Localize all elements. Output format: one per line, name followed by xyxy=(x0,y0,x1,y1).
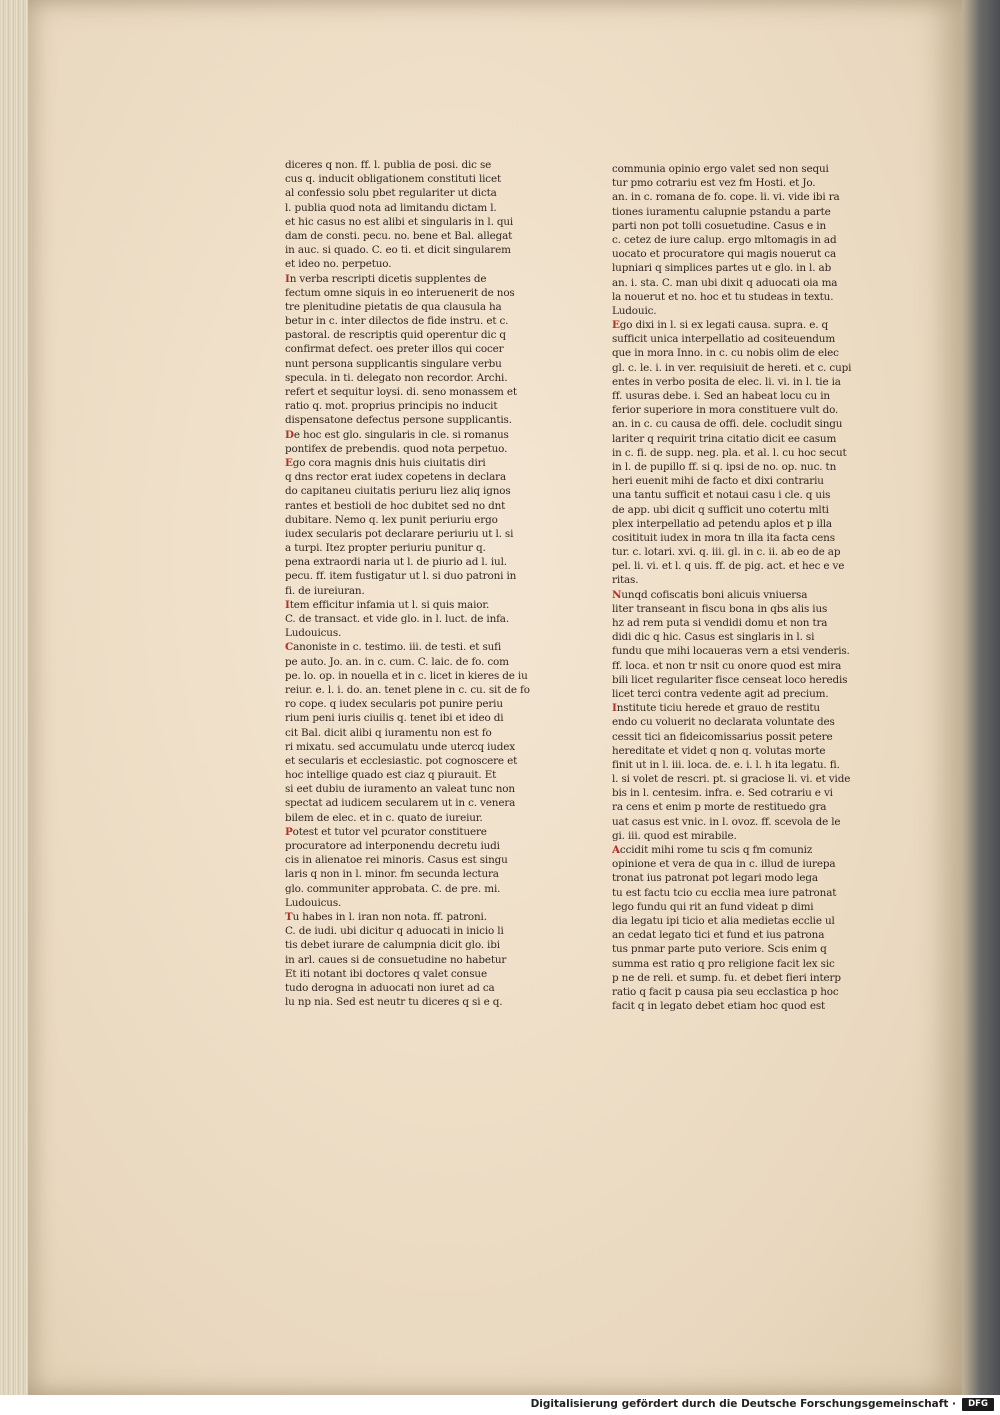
right-book-edge xyxy=(958,0,1000,1395)
text-line: tiones iuramentu calupnie pstandu a parte xyxy=(612,205,831,218)
text-line: an. i. sta. C. man ubi dixit q aduocati oia ma xyxy=(612,276,838,289)
text-line: Potest et tutor vel pcurator constituere xyxy=(285,825,487,838)
text-line: refert et sequitur loysi. di. seno monassem et xyxy=(285,386,517,398)
text-line: an. in c. romana de fo. cope. li. vi. vide ibi ra xyxy=(612,191,840,204)
text-line: facit q in legato debet etiam hoc quod est xyxy=(612,1000,826,1013)
text-line: et ideo no. perpetuo. xyxy=(285,258,392,271)
text-line: Nunqd cofiscatis boni alicuis vniuersa xyxy=(612,588,808,601)
text-line: Et iti notant ibi doctores q valet consue xyxy=(285,967,487,980)
text-line: dia legatu ipi ticio et alia medietas ecclie ul xyxy=(612,914,835,927)
text-line: diceres q non. ff. l. publia de posi. dic se xyxy=(285,159,492,171)
text-line: plex interpellatio ad petendu aplos et p illa xyxy=(612,517,832,530)
text-line: una tantu sufficit et notaui casu i cle. q uis xyxy=(612,489,831,502)
text-line: do capitaneu ciuitatis periuru liez aliq ignos xyxy=(285,485,511,498)
text-line: procuratore ad interponendu decretu iudi xyxy=(285,840,500,852)
text-line: reiur. e. l. i. do. an. tenet plene in c. cu. sit de fo xyxy=(285,683,530,696)
text-line: tre plenitudine pietatis de qua clausula ha xyxy=(285,300,502,313)
text-line: Ludouicus. xyxy=(285,896,342,909)
text-line: hoc intellige quado est ciaz q piurauit. Et xyxy=(285,769,497,782)
text-line: Ludouicus. xyxy=(285,627,342,640)
text-line: laris q non in l. minor. fm secunda lectura xyxy=(285,868,499,881)
text-line: cessit tici an fideicomissarius possit petere xyxy=(612,730,833,743)
text-line: bis in l. centesim. infra. e. Sed cotrariu e vi xyxy=(612,787,833,800)
text-line: c. cetez de iure calup. ergo mltomagis in ad xyxy=(612,233,837,246)
text-line: cositituit iudex in mora tn illa ita facta cens xyxy=(612,531,835,544)
text-line: cus q. inducit obligationem constituti licet xyxy=(285,173,501,186)
text-line: cit Bal. dicit alibi q iuramentu non est fo xyxy=(285,726,492,739)
text-line: gl. c. le. i. in ver. requisiuit de hereti. et c. cupi xyxy=(612,361,852,374)
text-line: sufficit unica interpellatio ad cositeuendum xyxy=(612,333,836,346)
text-line: ff. usuras debe. i. Sed an habeat locu cu in xyxy=(612,390,830,402)
text-line: pecu. ff. item fustigatur ut l. si duo patroni in xyxy=(285,570,517,583)
left-text-column xyxy=(285,158,547,1009)
text-line: que in mora Inno. in c. cu nobis olim de elec xyxy=(612,347,839,360)
text-line: uocato et procuratore qui magis nouerut ca xyxy=(612,248,836,261)
text-line: In verba rescripti dicetis supplentes de xyxy=(285,272,487,285)
text-line: Item efficitur infamia ut l. si quis maior. xyxy=(285,598,490,611)
text-line: tur. c. lotari. xvi. q. iii. gl. in c. ii. ab eo de ap xyxy=(612,546,841,559)
text-line: fectum omne siquis in eo interuenerit de nos xyxy=(285,286,515,299)
text-line: lu np nia. Sed est neutr tu diceres q si e q. xyxy=(285,996,503,1009)
text-line: C. de transact. et vide glo. in l. luct. de infa. xyxy=(285,613,509,625)
text-line: ratio q facit p causa pia seu ecclastica p hoc xyxy=(612,985,839,998)
text-line: pena extraordi naria ut l. de piurio ad l. iul. xyxy=(285,556,507,569)
text-line: Canoniste in c. testimo. iii. de testi. et sufi xyxy=(285,641,502,654)
text-line: ff. loca. et non tr nsit cu onore quod est mira xyxy=(612,659,842,672)
text-line: Accidit mihi rome tu scis q fm comuniz xyxy=(612,844,813,856)
text-line: specula. in ti. delegato non recordor. Archi. xyxy=(285,371,508,384)
text-line: glo. communiter approbata. C. de pre. mi. xyxy=(285,882,501,895)
text-line: Ego dixi in l. si ex legati causa. supra. e. q xyxy=(612,319,829,332)
text-line: tronat ius patronat pot legari modo lega xyxy=(612,872,818,885)
text-line: pontifex de prebendis. quod nota perpetuo. xyxy=(285,442,508,455)
text-line: ratio q. mot. proprius principis no inducit xyxy=(285,400,498,413)
text-line: rantes et bestioli de hoc dubitet sed no dnt xyxy=(285,499,506,512)
text-line: bili licet regulariter fisce censeat loco heredis xyxy=(612,673,848,686)
text-line: C. de iudi. ubi dicitur q aduocati in inicio li xyxy=(285,925,504,938)
text-line: parti non pot tolli cosuetudine. Casus e in xyxy=(612,219,827,232)
text-line: ritas. xyxy=(612,574,639,587)
text-line: an cedat legato tici et fund et ius patrona xyxy=(612,929,825,942)
text-line: ri mixatu. sed accumulatu unde utercq iudex xyxy=(285,740,515,753)
text-line: cis in alienatoe rei minoris. Casus est singu xyxy=(285,854,508,867)
text-line: tur pmo cotrariu est vez fm Hosti. et Jo. xyxy=(612,177,816,190)
text-line: Ego cora magnis dnis huis ciuitatis diri xyxy=(285,456,486,469)
text-line: fi. de iureiuran. xyxy=(285,584,365,597)
text-line: tudo derogna in aduocati non iuret ad ca xyxy=(285,981,495,994)
text-line: Institute ticiu herede et grauo de restitu xyxy=(612,702,820,715)
text-line: hz ad rem puta si vendidi domu et non tra xyxy=(612,617,828,629)
text-line: dubitare. Nemo q. lex punit periuriu ergo xyxy=(285,513,498,526)
text-line: didi dic q hic. Casus est singlaris in l. si xyxy=(612,631,815,644)
text-line: p ne de reli. et sump. fu. et debet fieri interp xyxy=(612,971,841,984)
text-line: in auc. si quado. C. eo ti. et dicit singularem xyxy=(285,244,511,257)
text-line: finit ut in l. iii. loca. de. e. i. l. h ita legatu. fi. xyxy=(612,758,840,771)
text-line: ro cope. q iudex secularis pot punire periu xyxy=(285,698,503,711)
text-line: an. in c. cu causa de offi. dele. cocludit singu xyxy=(612,418,843,431)
text-line: spectat ad iudicem secularem ut in c. venera xyxy=(285,797,516,810)
text-line: confirmat defect. oes preter illos qui cocer xyxy=(285,343,504,356)
text-line: fundu que mihi locaueras vern a etsi venderis. xyxy=(612,645,850,658)
text-line: De hoc est glo. singularis in cle. si romanus xyxy=(285,428,509,441)
text-line: q dns rector erat iudex copetens in declara xyxy=(285,471,507,484)
text-line: in l. de pupillo ff. si q. ipsi de no. op. nuc. tn xyxy=(612,460,837,473)
text-line: a turpi. Itez propter periuriu punitur q. xyxy=(285,542,486,555)
text-line: endo cu voluerit no declarata voluntate des xyxy=(612,716,835,729)
text-line: la nouerut et no. hoc et tu studeas in textu. xyxy=(612,290,834,303)
funding-credit: Digitalisierung gefördert durch die Deutsche Forschungsgemeinschaft · xyxy=(530,1398,956,1410)
text-line: tus pnmar parte puto veriore. Scis enim q xyxy=(612,943,827,956)
text-line: Ludouic. xyxy=(612,304,657,317)
text-line: licet terci contra vedente agit ad precium. xyxy=(612,687,829,700)
dfg-logo-icon: DFG xyxy=(962,1398,994,1411)
text-line: et hic casus no est alibi et singularis in l. qui xyxy=(285,215,514,228)
right-text-column xyxy=(612,162,880,1013)
text-line: pel. li. vi. et l. q uis. ff. de pig. act. et hec e ve xyxy=(612,560,845,573)
text-line: si eet dubiu de iuramento an valeat tunc non xyxy=(285,783,515,796)
text-line: Tu habes in l. iran non nota. ff. patroni. xyxy=(285,910,487,923)
text-line: ferior superiore in mora constituere vult do. xyxy=(612,404,839,417)
text-line: liter transeant in fiscu bona in qbs alis ius xyxy=(612,602,828,615)
text-line: al confessio solu pbet regulariter ut dicta xyxy=(285,187,497,200)
text-line: pastoral. de rescriptis quid operentur dic q xyxy=(285,329,506,342)
text-line: gi. iii. quod est mirabile. xyxy=(612,829,737,842)
text-line: ra cens et enim p morte de restituedo gra xyxy=(612,801,827,814)
text-line: pe auto. Jo. an. in c. cum. C. laic. de fo. com xyxy=(285,655,509,668)
text-line: communia opinio ergo valet sed non sequi xyxy=(612,163,829,175)
text-line: lupniari q simplices partes ut e glo. in l. ab xyxy=(612,262,832,275)
text-line: nunt persona supplicantis singulare verbu xyxy=(285,357,502,370)
text-line: heri euenit mihi de facto et dixi contrariu xyxy=(612,475,824,488)
text-line: in c. fi. de supp. neg. pla. et al. l. cu hoc secut xyxy=(612,446,847,459)
text-line: betur in c. inter dilectos de fide instru. et c. xyxy=(285,315,509,328)
text-line: opinione et vera de qua in c. illud de iurepa xyxy=(612,858,836,871)
text-line: summa est ratio q pro religione facit lex sic xyxy=(612,957,835,970)
text-line: iudex secularis pot declarare periuriu ut l. si xyxy=(285,527,514,540)
text-line: l. si volet de rescri. pt. si graciose li. vi. et vide xyxy=(612,773,851,786)
text-line: rium peni iuris ciuilis q. tenet ibi et ideo di xyxy=(285,712,504,725)
text-line: dispensatone defectus persone supplicantis. xyxy=(285,414,512,427)
text-line: l. publia quod nota ad limitandu dictam l. xyxy=(285,201,497,214)
text-line: tis debet iurare de calumpnia dicit glo. ibi xyxy=(285,939,500,952)
text-line: lego fundu qui rit an fund videat p dimi xyxy=(612,900,814,913)
text-line: entes in verbo posita de elec. li. vi. in l. tie ia xyxy=(612,375,841,388)
text-line: et secularis et ecclesiastic. pot cognoscere et xyxy=(285,754,518,767)
text-line: tu est factu tcio cu ecclia mea iure patronat xyxy=(612,886,837,899)
text-line: bilem de elec. et in c. quato de iureiur. xyxy=(285,811,483,824)
text-line: in arl. caues si de consuetudine no habetur xyxy=(285,953,507,966)
text-line: uat casus est vnic. in l. ovoz. ff. scevola de le xyxy=(612,815,841,828)
text-line: lariter q requirit trina citatio dicit ee casum xyxy=(612,432,837,445)
text-line: de app. ubi dicit q sufficit uno cotertu mlti xyxy=(612,503,829,516)
text-line: hereditate et videt q non q. volutas morte xyxy=(612,744,826,757)
text-line: dam de consti. pecu. no. bene et Bal. allegat xyxy=(285,229,513,242)
text-line: pe. lo. op. in nouella et in c. licet in kieres de iu xyxy=(285,669,528,682)
